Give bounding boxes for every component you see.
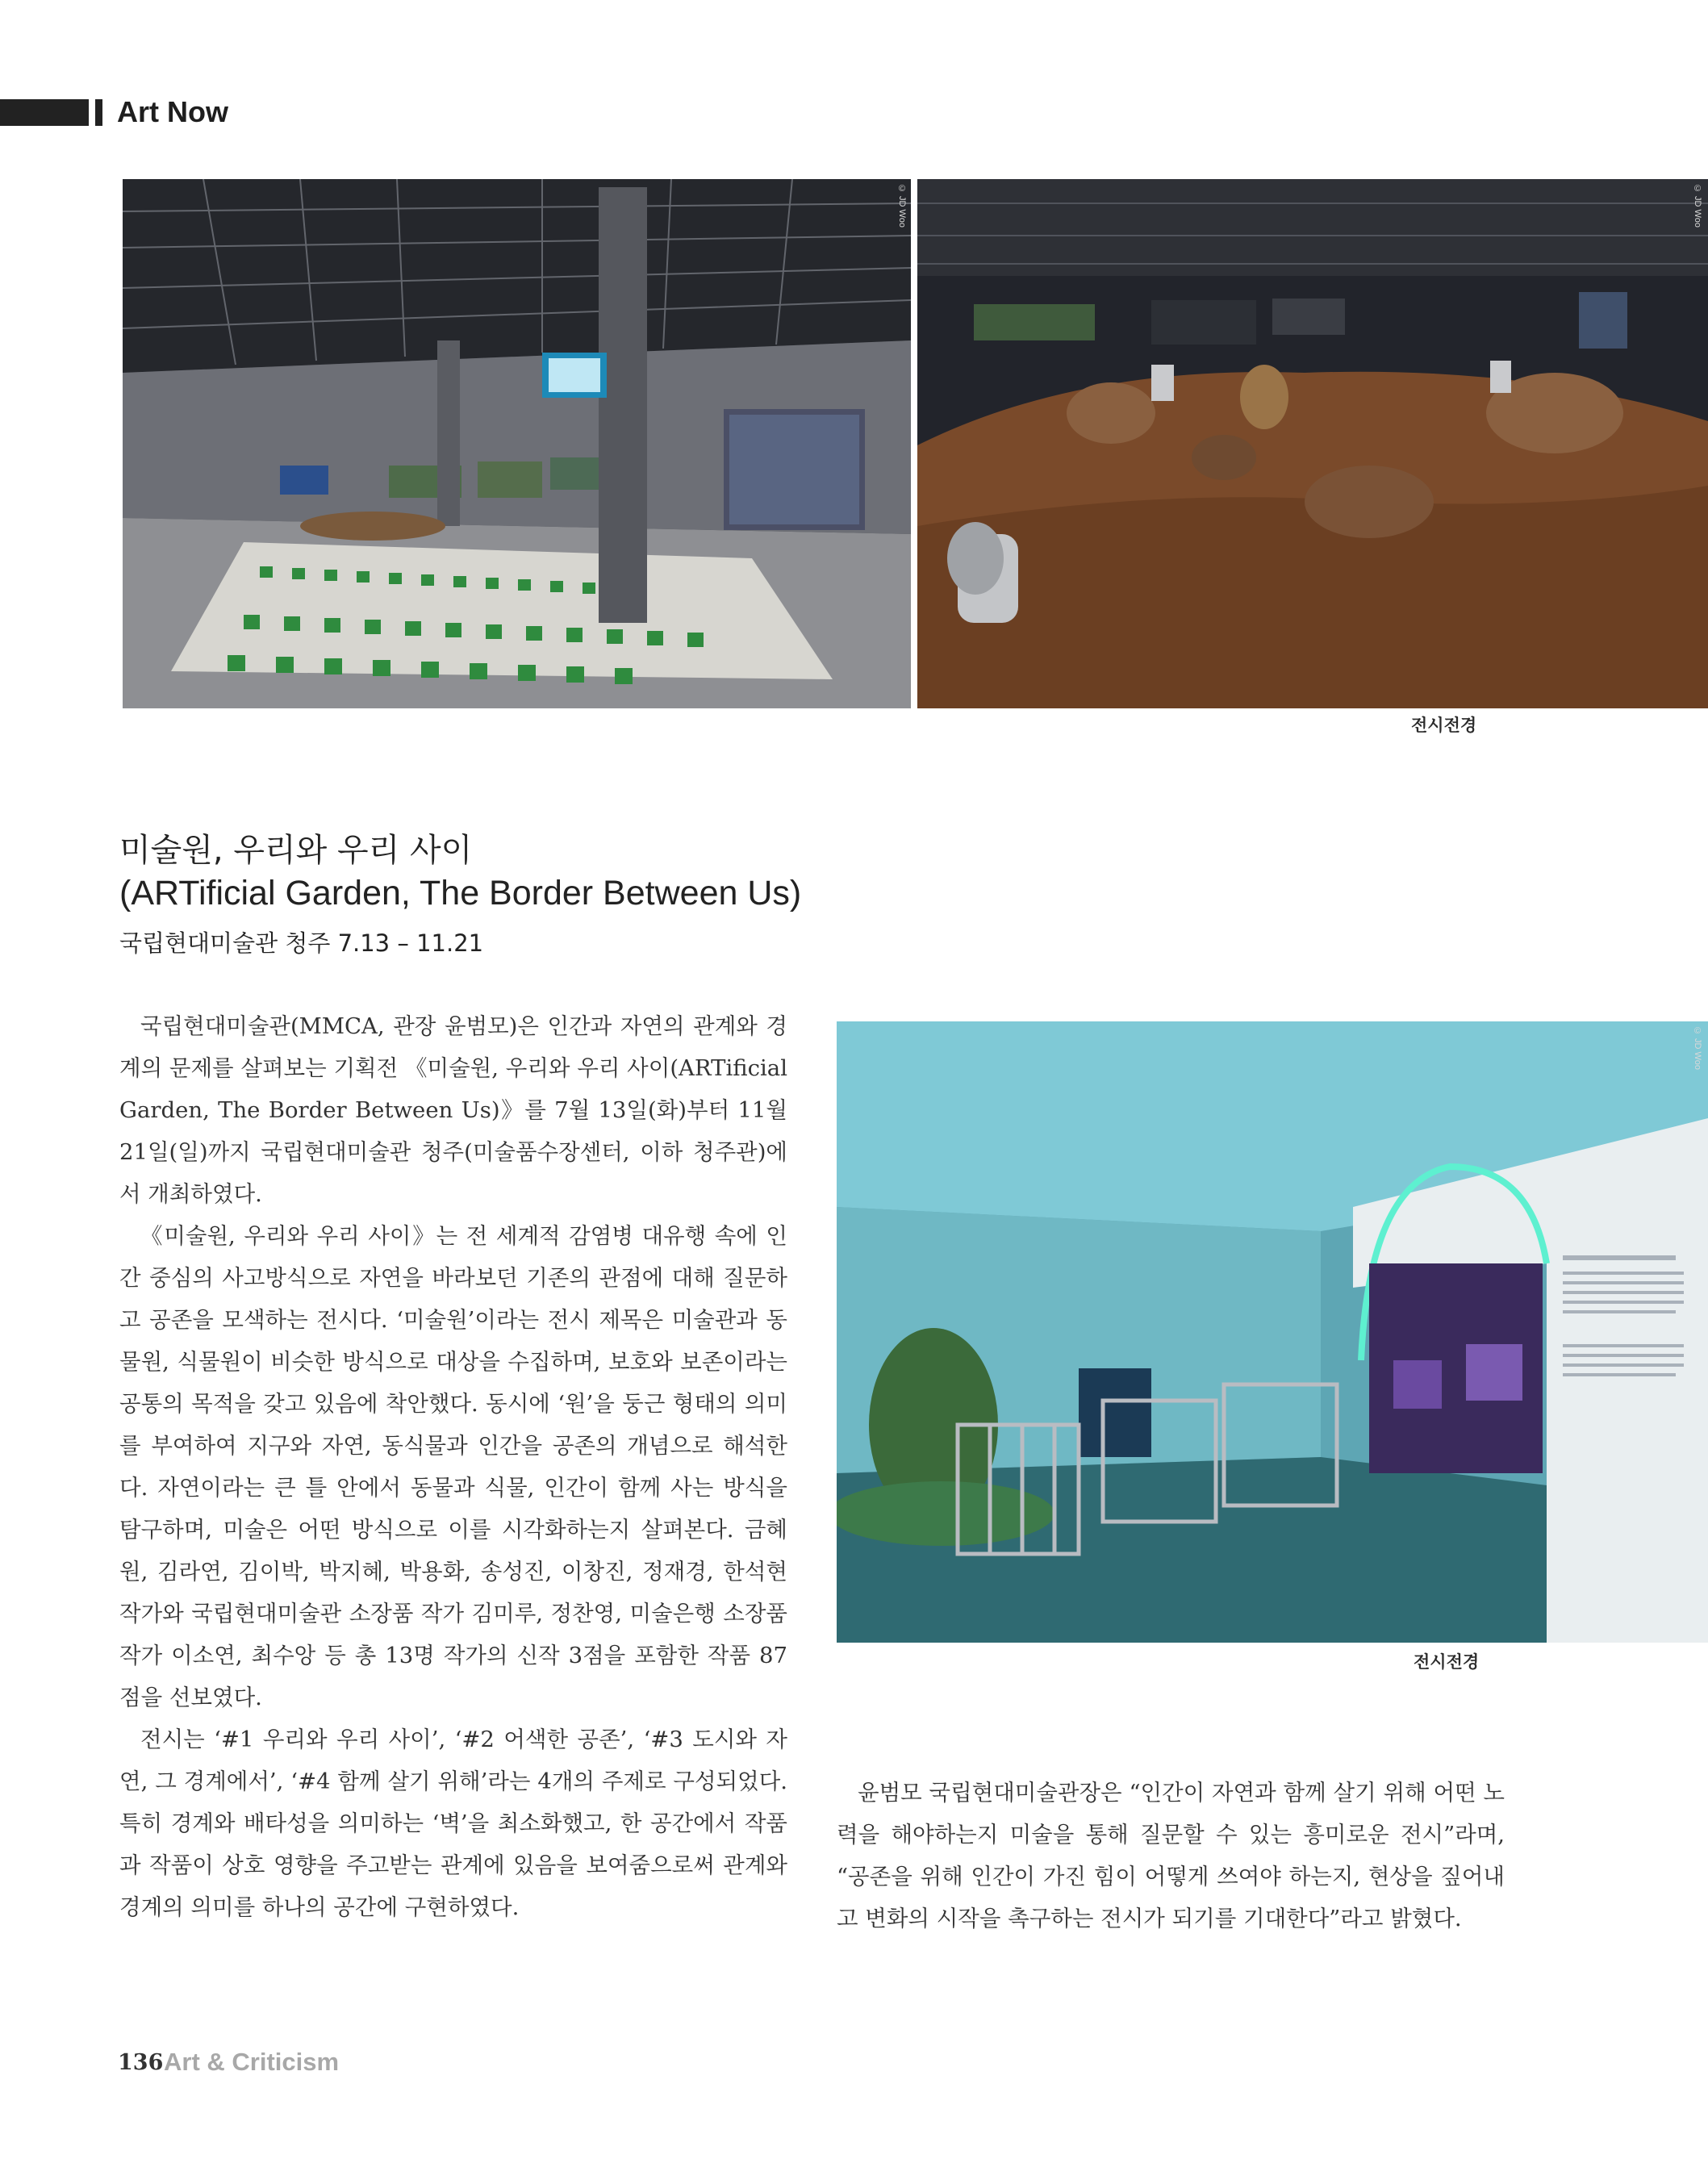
body-paragraph: 전시는 ‘#1 우리와 우리 사이’, ‘#2 어색한 공존’, ‘#3 도시와 자연, 그 경계에서’, ‘#4 함께 살기 위해’라는 4개의 주제로 구성되었다. 특히 경계와 배타성을 의미하는 ‘벽’을 최소화했고, 한 공간에서 작품과 작품이 상호 영향을 주고받는 관계에 있음을 보여줌으로써 관계와 경계의 의미를 하나의 공간에 구현하였다. — [119, 1727, 787, 1920]
article-title-english: (ARTificial Garden, The Border Between Us) — [119, 874, 802, 912]
body-paragraph: 국립현대미술관(MMCA, 관장 윤범모)은 인간과 자연의 관계와 경계의 문제를 살펴보는 기획전 《미술원, 우리와 우리 사이(ARTificial Garden, The Border Between Us)》를 7월 13일(화)부터 11월 21일(일)까지 국립현대미술관 청주(미술품수장센터, 이하 청주관)에서 개최하였다. — [119, 1013, 787, 1207]
neon-entrance-photo — [837, 1021, 1708, 1643]
photo-credit: © JD Woo — [1693, 184, 1702, 228]
page-number: 136 — [118, 2050, 164, 2075]
article-title: 미술원, 우리와 우리 사이 — [119, 832, 473, 869]
section-title: Art Now — [117, 95, 228, 128]
section-marker-bar — [0, 99, 89, 126]
magazine-name: Art & Criticism — [164, 2048, 340, 2076]
section-marker-tick — [95, 99, 102, 126]
article-body-right — [837, 1772, 1505, 1940]
photo-credit: © JD Woo — [1693, 1026, 1702, 1070]
body-paragraph: 윤범모 국립현대미술관장은 “인간이 자연과 함께 살기 위해 어떤 노력을 해야하는지 미술을 통해 질문할 수 있는 흥미로운 전시”라며, “공존을 위해 인간이 가진 힘이 어떻게 쓰여야 하는지, 현상을 짚어내고 변화의 시작을 촉구하는 전시가 되기를 기대한다”라고 밝혔다. — [837, 1780, 1505, 1931]
photo-caption: 전시전경 — [1414, 1653, 1480, 1672]
exhibition-hall-photo — [123, 179, 911, 708]
photo-caption: 전시전경 — [1411, 716, 1477, 735]
photo-credit: © JD Woo — [897, 184, 907, 228]
boar-sculptures-photo — [917, 179, 1708, 708]
article-body-left — [119, 1005, 787, 1928]
exhibition-venue-dates: 국립현대미술관 청주 7.13 – 11.21 — [119, 929, 484, 957]
body-paragraph: 《미술원, 우리와 우리 사이》는 전 세계적 감염병 대유행 속에 인간 중심의 사고방식으로 자연을 바라보던 기존의 관점에 대해 질문하고 공존을 모색하는 전시다. ‘미술원’이라는 전시 제목은 미술관과 동물원, 식물원이 비슷한 방식으로 대상을 수집하며, 보호와 보존이라는 공통의 목적을 갖고 있음에 착안했다. 동시에 ‘원’을 둥근 형태의 의미를 부여하여 지구와 자연, 동식물과 인간을 공존의 개념으로 해석한다. 자연이라는 큰 틀 안에서 동물과 식물, 인간이 함께 사는 방식을 탐구하며, 미술은 어떤 방식으로 이를 시각화하는지 살펴본다. 금혜원, 김라연, 김이박, 박지혜, 박용화, 송성진, 이창진, 정재경, 한석현 작가와 국립현대미술관 소장품 작가 김미루, 정찬영, 미술은행 소장품 작가 이소연, 최수앙 등 총 13명 작가의 신작 3점을 포함한 작품 87점을 선보였다. — [119, 1223, 787, 1710]
